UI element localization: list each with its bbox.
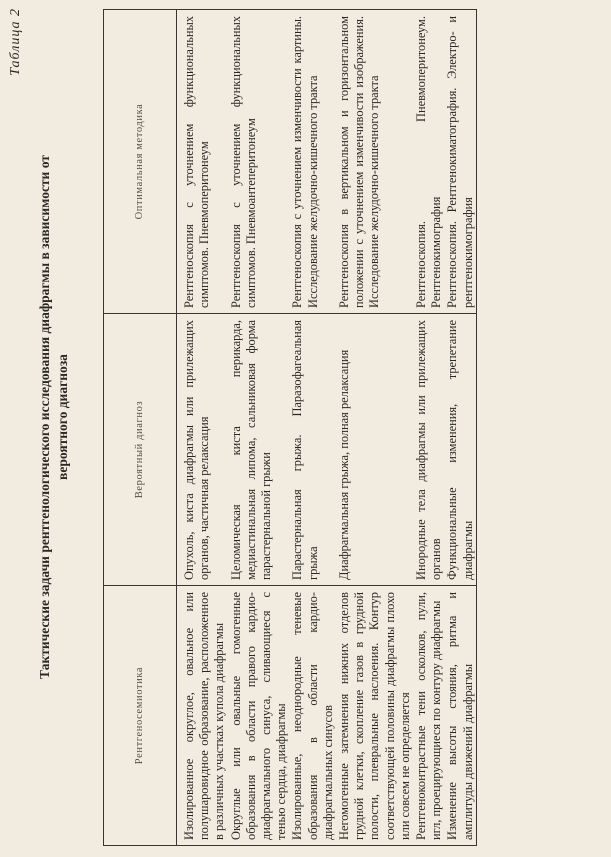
cell-semiotics: Негомогенные затемнения нижних отделов грудной клетки, скопление газов в грудной полости, плевральные наслоения. Контур соответствующей половины диафрагмы плохо или совсем не определяется: [336, 586, 413, 846]
cell-method: Рентгеноскопия в вертикальном и горизонтальном положении с уточнением изменчивости изображения. Исследование желудочно-кишечного тракта: [336, 10, 413, 314]
table-row: [336, 10, 413, 846]
cell-semiotics: Изолированное округлое, овальное или полушаровидное образование, расположенное в различных участках купола диафрагмы: [177, 586, 228, 846]
cell-method: Рентгеноскопия с уточнением функциональных симптомов. Пневмоперитонеум: [177, 10, 228, 314]
tactics-table: [103, 9, 477, 846]
table-title: [36, 87, 72, 747]
column-header-semiotics: Рентгеносемиотика: [104, 586, 177, 846]
table-title-line-2: вероятного диагноза: [55, 354, 70, 480]
cell-method: Рентгеноскопия с уточнением изменчивости картины. Исследование желудочно-кишечного тракта: [289, 10, 336, 314]
cell-semiotics: Рентгеноконтрастные тени осколков, пули, игл, проецирующиеся по контуру диафрагмы: [413, 586, 444, 846]
table-row: [444, 10, 476, 846]
table-row: [413, 10, 444, 846]
cell-diagnosis: Парастернальная грыжа. Паразофагеальная грыжа: [289, 314, 336, 586]
header-row: [104, 10, 177, 846]
table-title-line-1: Тактические задачи рентгенологического исследования диафрагмы в зависимости от: [37, 155, 52, 679]
column-header-method: Оптимальная методика: [104, 10, 177, 314]
cell-semiotics: Изолированные, неоднородные теневые образования в области кардио-диафрагмальных синусов: [289, 586, 336, 846]
column-header-diagnosis: Вероятный диагноз: [104, 314, 177, 586]
cell-method: Рентгеноскопия. Рентгенокиматография. Электро- и рентгенокимография: [444, 10, 476, 314]
cell-diagnosis: Функциональные изменения, трепетание диафрагмы: [444, 314, 476, 586]
table-row: [228, 10, 290, 846]
cell-semiotics: Округлые или овальные гомогенные образования в области правого кардио-диафрагмального синуса, сливающиеся с тенью сердца, диафрагмы: [228, 586, 290, 846]
cell-diagnosis: Диафрагмальная грыжа, полная релаксация: [336, 314, 413, 586]
table-row: [289, 10, 336, 846]
cell-diagnosis: Опухоль, киста диафрагмы или прилежащих органов, частичная релаксация: [177, 314, 228, 586]
cell-diagnosis: Инородные тела диафрагмы или прилежащих органов: [413, 314, 444, 586]
cell-method: Рентгеноскопия с уточнением функциональных симптомов. Пневмоантеперитонеум: [228, 10, 290, 314]
table-row: [177, 10, 228, 846]
cell-diagnosis: Целомическая киста перикарда, медиастинальная липома, сальниковая форма парастернальной грыжи: [228, 314, 290, 586]
cell-method: Рентгеноскопия. Пневмоперитонеум. Рентгенокимография: [413, 10, 444, 314]
table-number: Таблица 2: [8, 8, 23, 76]
cell-semiotics: Изменение высоты стояния, ритма и амплитуды движений диафрагмы: [444, 586, 476, 846]
